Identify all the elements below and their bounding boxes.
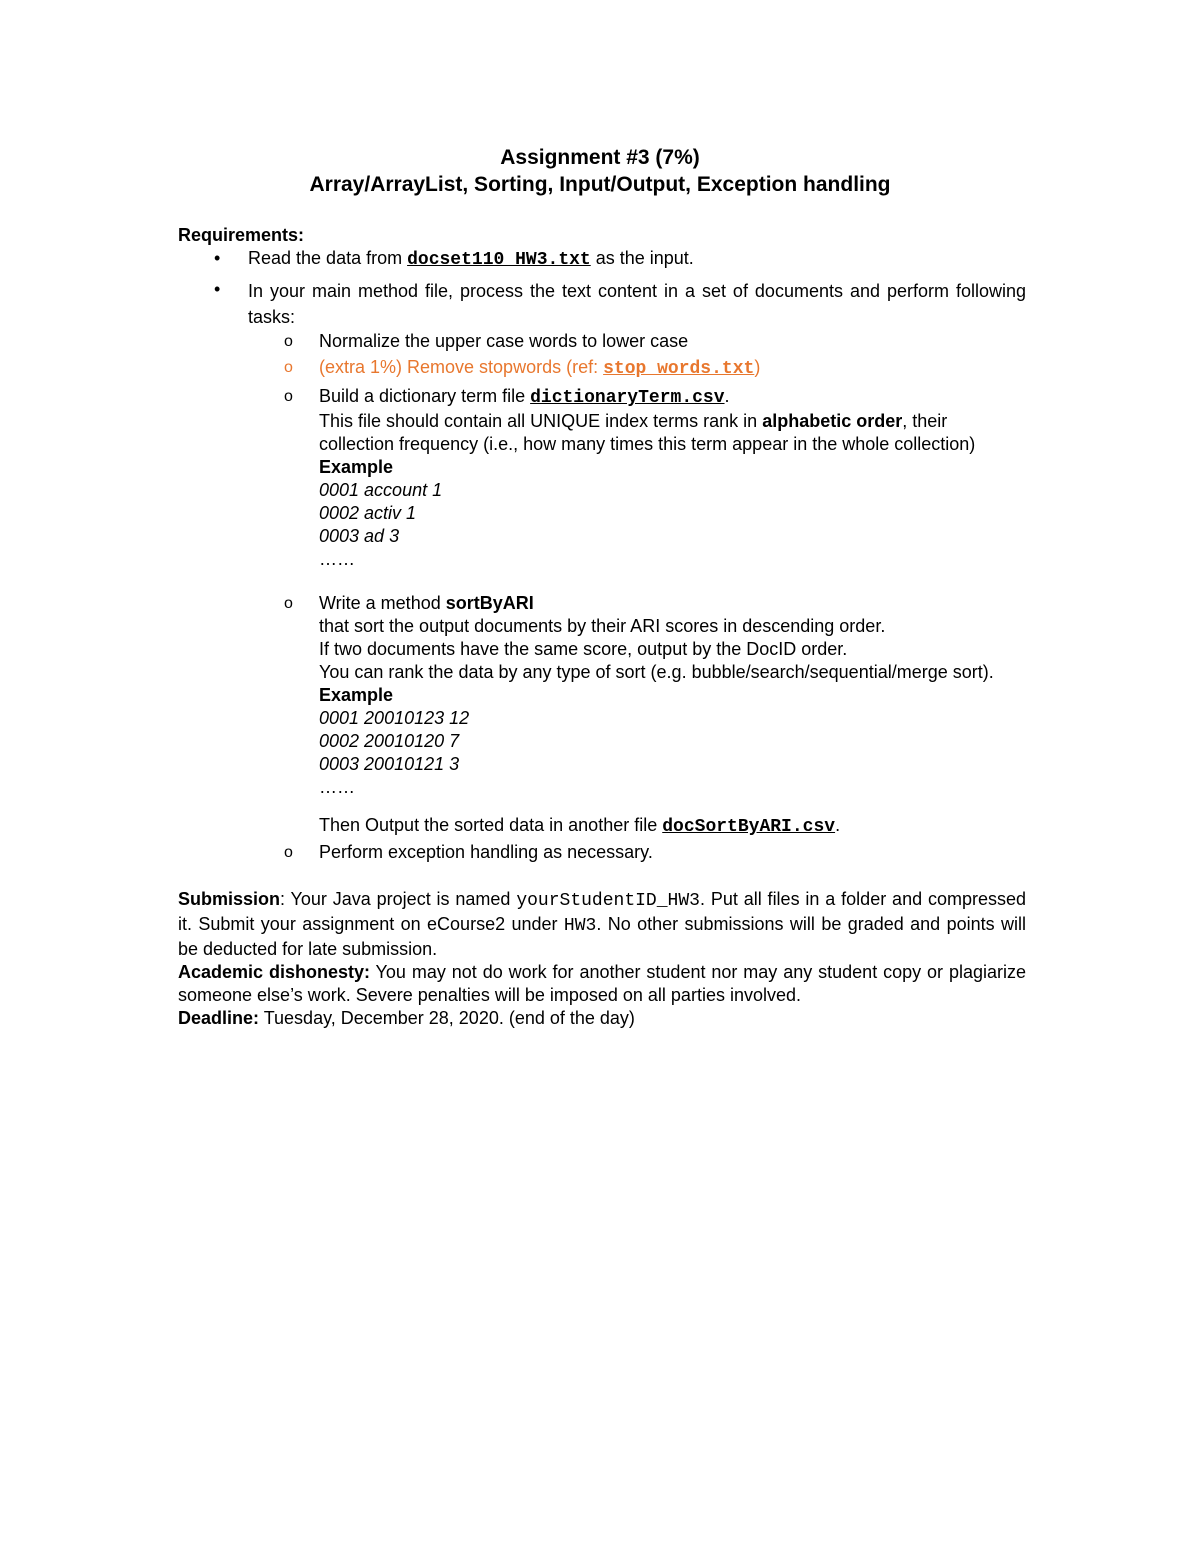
example-line: 0002 20010120 7 <box>319 731 460 751</box>
submission-text: . No other submissions will be graded and points will be deducted for late submission. <box>178 914 1026 959</box>
task-description <box>319 410 1026 456</box>
method-name: sortByARI <box>445 593 534 613</box>
example-label: Example <box>319 685 394 705</box>
requirement-item <box>178 247 1026 272</box>
sub-bullet-icon: o <box>284 844 293 861</box>
task-text: Normalize the upper case words to lower case <box>319 331 689 351</box>
sub-bullet-icon: o <box>284 359 293 376</box>
task-text: (extra 1%) Remove stopwords (ref: <box>319 357 604 377</box>
dishonesty-label: Academic dishonesty: <box>178 962 370 982</box>
task-text: . <box>724 386 730 406</box>
bullet-icon: • <box>214 248 221 268</box>
requirement-item <box>178 278 1026 864</box>
tasks-list <box>178 330 1026 864</box>
task-item <box>178 841 1026 864</box>
project-name-code: yourStudentID_HW3 <box>516 891 700 911</box>
example-label: Example <box>319 457 394 477</box>
task-item <box>178 330 1026 353</box>
example-line: 0002 activ 1 <box>319 503 417 523</box>
sub-bullet-icon: o <box>284 333 293 350</box>
task-description: If two documents have the same score, output by the DocID order. <box>319 639 848 659</box>
task-text: Perform exception handling as necessary. <box>319 842 653 862</box>
task-text: ) <box>754 357 761 377</box>
task-description: You can rank the data by any type of sort (e.g. bubble/search/sequential/merge sort). <box>319 662 994 682</box>
ellipsis: …… <box>319 549 355 569</box>
dictionary-filename: dictionaryTerm.csv <box>530 388 725 408</box>
description-text: This file should contain all UNIQUE index terms rank in <box>319 411 763 431</box>
deadline-paragraph <box>178 1007 1026 1030</box>
submission-text: : Your Java project is named <box>280 889 517 909</box>
task-item-extra <box>178 356 1026 381</box>
hw-code: HW3 <box>563 916 597 936</box>
submission-paragraph <box>178 888 1026 961</box>
description-text: , their collection frequency (i.e., how many times this term appear in the whole collection) <box>319 411 976 454</box>
assignment-subtitle: Array/ArrayList, Sorting, Input/Output, Exception handling <box>309 173 891 196</box>
task-text: Write a method <box>319 593 446 613</box>
title-block <box>0 144 1200 198</box>
deadline-text: Tuesday, December 28, 2020. (end of the day) <box>259 1008 635 1028</box>
input-filename: docset110 HW3.txt <box>407 250 591 270</box>
dishonesty-paragraph <box>178 961 1026 1007</box>
requirements-list <box>178 247 1026 864</box>
example-line: 0003 ad 3 <box>319 526 400 546</box>
dishonesty-text: You may not do work for another student nor may any student copy or plagiarize someone else’s work. Severe penalties will be imposed on all parties involved. <box>178 962 1026 1005</box>
stopwords-filename: stop words.txt <box>603 359 755 379</box>
example-line: 0001 20010123 12 <box>319 708 470 728</box>
submission-text: . Put all files in a folder and compressed it. Submit your assignment on eCourse2 under <box>178 889 1026 934</box>
task-item <box>178 592 1026 839</box>
task-text: Then Output the sorted data in another file <box>319 815 663 835</box>
requirement-text: In your main method file, process the text content in a set of documents and perform following tasks: <box>248 281 1026 327</box>
task-text: . <box>835 815 841 835</box>
sub-bullet-icon: o <box>284 388 293 405</box>
bullet-icon: • <box>214 279 221 299</box>
sub-bullet-icon: o <box>284 595 293 612</box>
submission-label: Submission <box>178 889 281 909</box>
task-description: that sort the output documents by their ARI scores in descending order. <box>319 616 886 636</box>
requirement-text: as the input. <box>590 248 694 268</box>
requirement-text: Read the data from <box>248 248 408 268</box>
example-line: 0003 20010121 3 <box>319 754 460 774</box>
document-body <box>178 224 1026 1030</box>
sorted-output-filename: docSortByARI.csv <box>662 817 836 837</box>
alphabetic-order-emphasis: alphabetic order <box>762 411 903 431</box>
task-text: Build a dictionary term file <box>319 386 531 406</box>
assignment-title: Assignment #3 (7%) <box>500 146 700 169</box>
example-line: 0001 account 1 <box>319 480 443 500</box>
deadline-label: Deadline: <box>178 1008 260 1028</box>
requirements-heading: Requirements: <box>178 225 305 245</box>
task-item <box>178 385 1026 594</box>
ellipsis: …… <box>319 777 355 797</box>
